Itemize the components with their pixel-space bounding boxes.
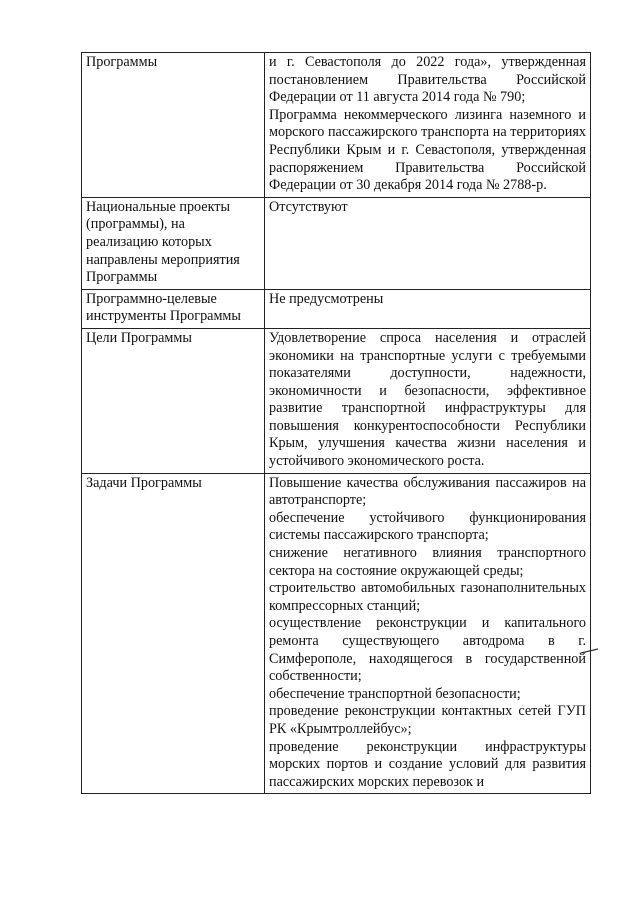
- value-paragraph: обеспечение транспортной безопасности;: [269, 685, 521, 702]
- row-label-goals: Цели Программы: [82, 328, 265, 473]
- table-row: [82, 328, 591, 473]
- row-value-tasks: [265, 473, 591, 794]
- table-row: [82, 289, 591, 328]
- value-paragraph: Удовлетворение спроса населения и отраслей экономики на транспортные услуги с требуемыми показателями доступности, надежности, экономичности и безопасности, эффективное развитие транспортной инфраструктуры для повышения конкурентоспособности Республики Крым, улучшения качества жизни населения и устойчивого экономического роста.: [269, 329, 586, 470]
- value-paragraph: и г. Севастополя до 2022 года», утвержденная постановлением Правительства Российской Федерации от 11 августа 2014 года № 790;: [269, 54, 586, 106]
- value-paragraph: строительство автомобильных газонаполнительных компрессорных станций;: [269, 580, 586, 614]
- value-paragraph: проведение реконструкции инфраструктуры морских портов и создание условий для развития пассажирских морских перевозок и: [269, 738, 586, 790]
- value-paragraph: снижение негативного влияния транспортного сектора на состояние окружающей среды;: [269, 545, 586, 579]
- table-row: [82, 53, 591, 198]
- row-value-goals: [265, 328, 591, 473]
- row-label-national-projects: Национальные проекты (программы), на реализацию которых направлены мероприятия Программы: [82, 197, 265, 289]
- value-paragraph: проведение реконструкции контактных сетей ГУП РК «Крымтроллейбус»;: [269, 703, 586, 737]
- table-row: [82, 473, 591, 794]
- table-row: [82, 197, 591, 289]
- value-paragraph: Программа некоммерческого лизинга наземного и морского пассажирского транспорта на территориях Республики Крым и г. Севастополя, утвержденная распоряжением Правительства Российской Федерации от 30 декабря 2014 года № 2788-р.: [269, 106, 586, 194]
- row-value-national-projects: [265, 197, 591, 289]
- margin-pen-mark: [580, 646, 600, 656]
- value-paragraph: Повышение качества обслуживания пассажиров на автотранспорте;: [269, 474, 586, 509]
- program-passport-table: [81, 52, 591, 794]
- row-value-target-instruments: [265, 289, 591, 328]
- row-label-tasks: Задачи Программы: [82, 473, 265, 794]
- value-paragraph: Не предусмотрены: [269, 290, 384, 307]
- value-paragraph: Отсутствуют: [269, 198, 348, 215]
- row-label-programs: Программы: [82, 53, 265, 198]
- row-label-target-instruments: Программно-целевые инструменты Программы: [82, 289, 265, 328]
- row-value-programs: [265, 53, 591, 198]
- value-paragraph: обеспечение устойчивого функционирования системы пассажирского транспорта;: [269, 509, 586, 544]
- value-paragraph: осуществление реконструкции и капитального ремонта существующего автодрома в г. Симферополе, находящегося в государственной собственности;: [269, 615, 586, 685]
